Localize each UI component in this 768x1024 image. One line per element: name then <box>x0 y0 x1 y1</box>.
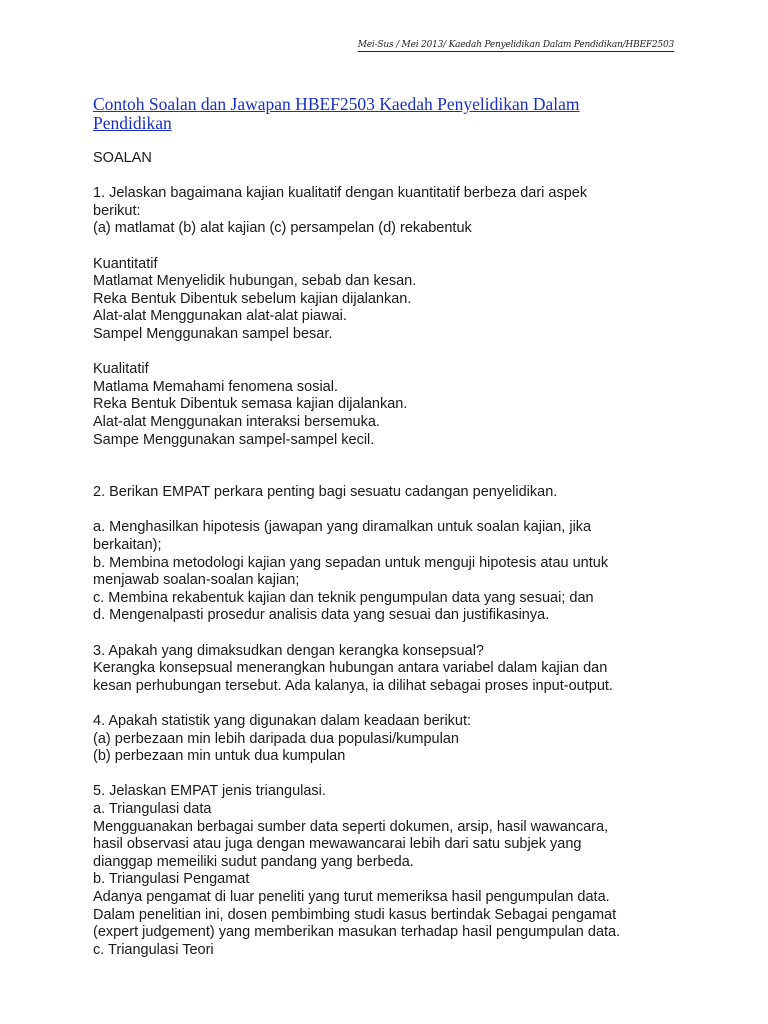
answer-5-line: hasil observasi atau juga dengan mewawancarai lebih dari satu subjek yang <box>93 836 582 853</box>
answer-2-line: a. Menghasilkan hipotesis (jawapan yang diramalkan untuk soalan kajian, jika <box>93 519 592 536</box>
kualitatif-heading: Kualitatif <box>93 361 149 378</box>
kualitatif-item: Sampe Menggunakan sampel-sampel kecil. <box>93 431 375 448</box>
answer-4-line: (b) perbezaan min untuk dua kumpulan <box>93 748 346 765</box>
question-1-line-1: 1. Jelaskan bagaimana kajian kualitatif dengan kuantitatif berbeza dari aspek <box>93 185 588 202</box>
kualitatif-item: Alat-alat Menggunakan interaksi bersemuka. <box>93 413 380 430</box>
answer-3-line: Kerangka konsepsual menerangkan hubungan antara variabel dalam kajian dan <box>93 660 608 677</box>
answer-5-line: Mengguanakan berbagai sumber data seperti dokumen, arsip, hasil wawancara, <box>93 818 609 835</box>
answer-5-line: (expert judgement) yang memberikan masukan terhadap hasil pengumpulan data. <box>93 924 621 941</box>
kualitatif-item: Reka Bentuk Dibentuk semasa kajian dijalankan. <box>93 396 408 413</box>
question-1-line-3: (a) matlamat (b) alat kajian (c) persampelan (d) rekabentuk <box>93 220 472 237</box>
running-header: Mei-Sus / Mei 2013/ Kaedah Penyelidikan Dalam Pendidikan/HBEF2503 <box>357 40 674 50</box>
answer-5-line: b. Triangulasi Pengamat <box>93 871 250 888</box>
document-body <box>93 150 693 959</box>
answer-5-line: dianggap memeiliki sudut pandang yang berbeda. <box>93 853 414 870</box>
title-line-2: Pendidikan <box>93 113 172 133</box>
question-2: 2. Berikan EMPAT perkara penting bagi sesuatu cadangan penyelidikan. <box>93 484 558 501</box>
question-3: 3. Apakah yang dimaksudkan dengan kerangka konsepsual? <box>93 642 484 659</box>
answer-2-line: berkaitan); <box>93 537 162 554</box>
answer-5-line: Adanya pengamat di luar peneliti yang turut memeriksa hasil pengumpulan data. <box>93 888 610 905</box>
question-1-line-2: berikut: <box>93 202 141 219</box>
kuantitatif-heading: Kuantitatif <box>93 255 158 272</box>
answer-4-line: (a) perbezaan min lebih daripada dua populasi/kumpulan <box>93 730 459 747</box>
kualitatif-item: Matlama Memahami fenomena sosial. <box>93 378 338 395</box>
answer-5-line: c. Triangulasi Teori <box>93 941 214 958</box>
answer-2-line: d. Mengenalpasti prosedur analisis data yang sesuai dan justifikasinya. <box>93 607 550 624</box>
question-4: 4. Apakah statistik yang digunakan dalam keadaan berikut: <box>93 713 472 729</box>
document-title[interactable] <box>93 95 653 133</box>
kuantitatif-item: Matlamat Menyelidik hubungan, sebab dan kesan. <box>93 273 417 290</box>
answer-2-line: menjawab soalan-soalan kajian; <box>93 572 300 589</box>
question-5: 5. Jelaskan EMPAT jenis triangulasi. <box>93 783 326 800</box>
answer-5-line: a. Triangulasi data <box>93 800 212 817</box>
kuantitatif-item: Reka Bentuk Dibentuk sebelum kajian dijalankan. <box>93 290 412 307</box>
answer-2-line: c. Membina rekabentuk kajian dan teknik pengumpulan data yang sesuai; dan <box>93 589 594 606</box>
kuantitatif-item: Alat-alat Menggunakan alat-alat piawai. <box>93 308 347 325</box>
kuantitatif-item: Sampel Menggunakan sampel besar. <box>93 325 333 342</box>
answer-2-line: b. Membina metodologi kajian yang sepadan untuk menguji hipotesis atau untuk <box>93 554 609 571</box>
answer-3-line: kesan perhubungan tersebut. Ada kalanya, ia dilihat sebagai proses input-output. <box>93 677 613 694</box>
title-line-1: Contoh Soalan dan Jawapan HBEF2503 Kaedah Penyelidikan Dalam <box>93 94 580 114</box>
section-label: SOALAN <box>93 150 152 166</box>
answer-5-line: Dalam penelitian ini, dosen pembimbing studi kasus bertindak Sebagai pengamat <box>93 906 617 923</box>
